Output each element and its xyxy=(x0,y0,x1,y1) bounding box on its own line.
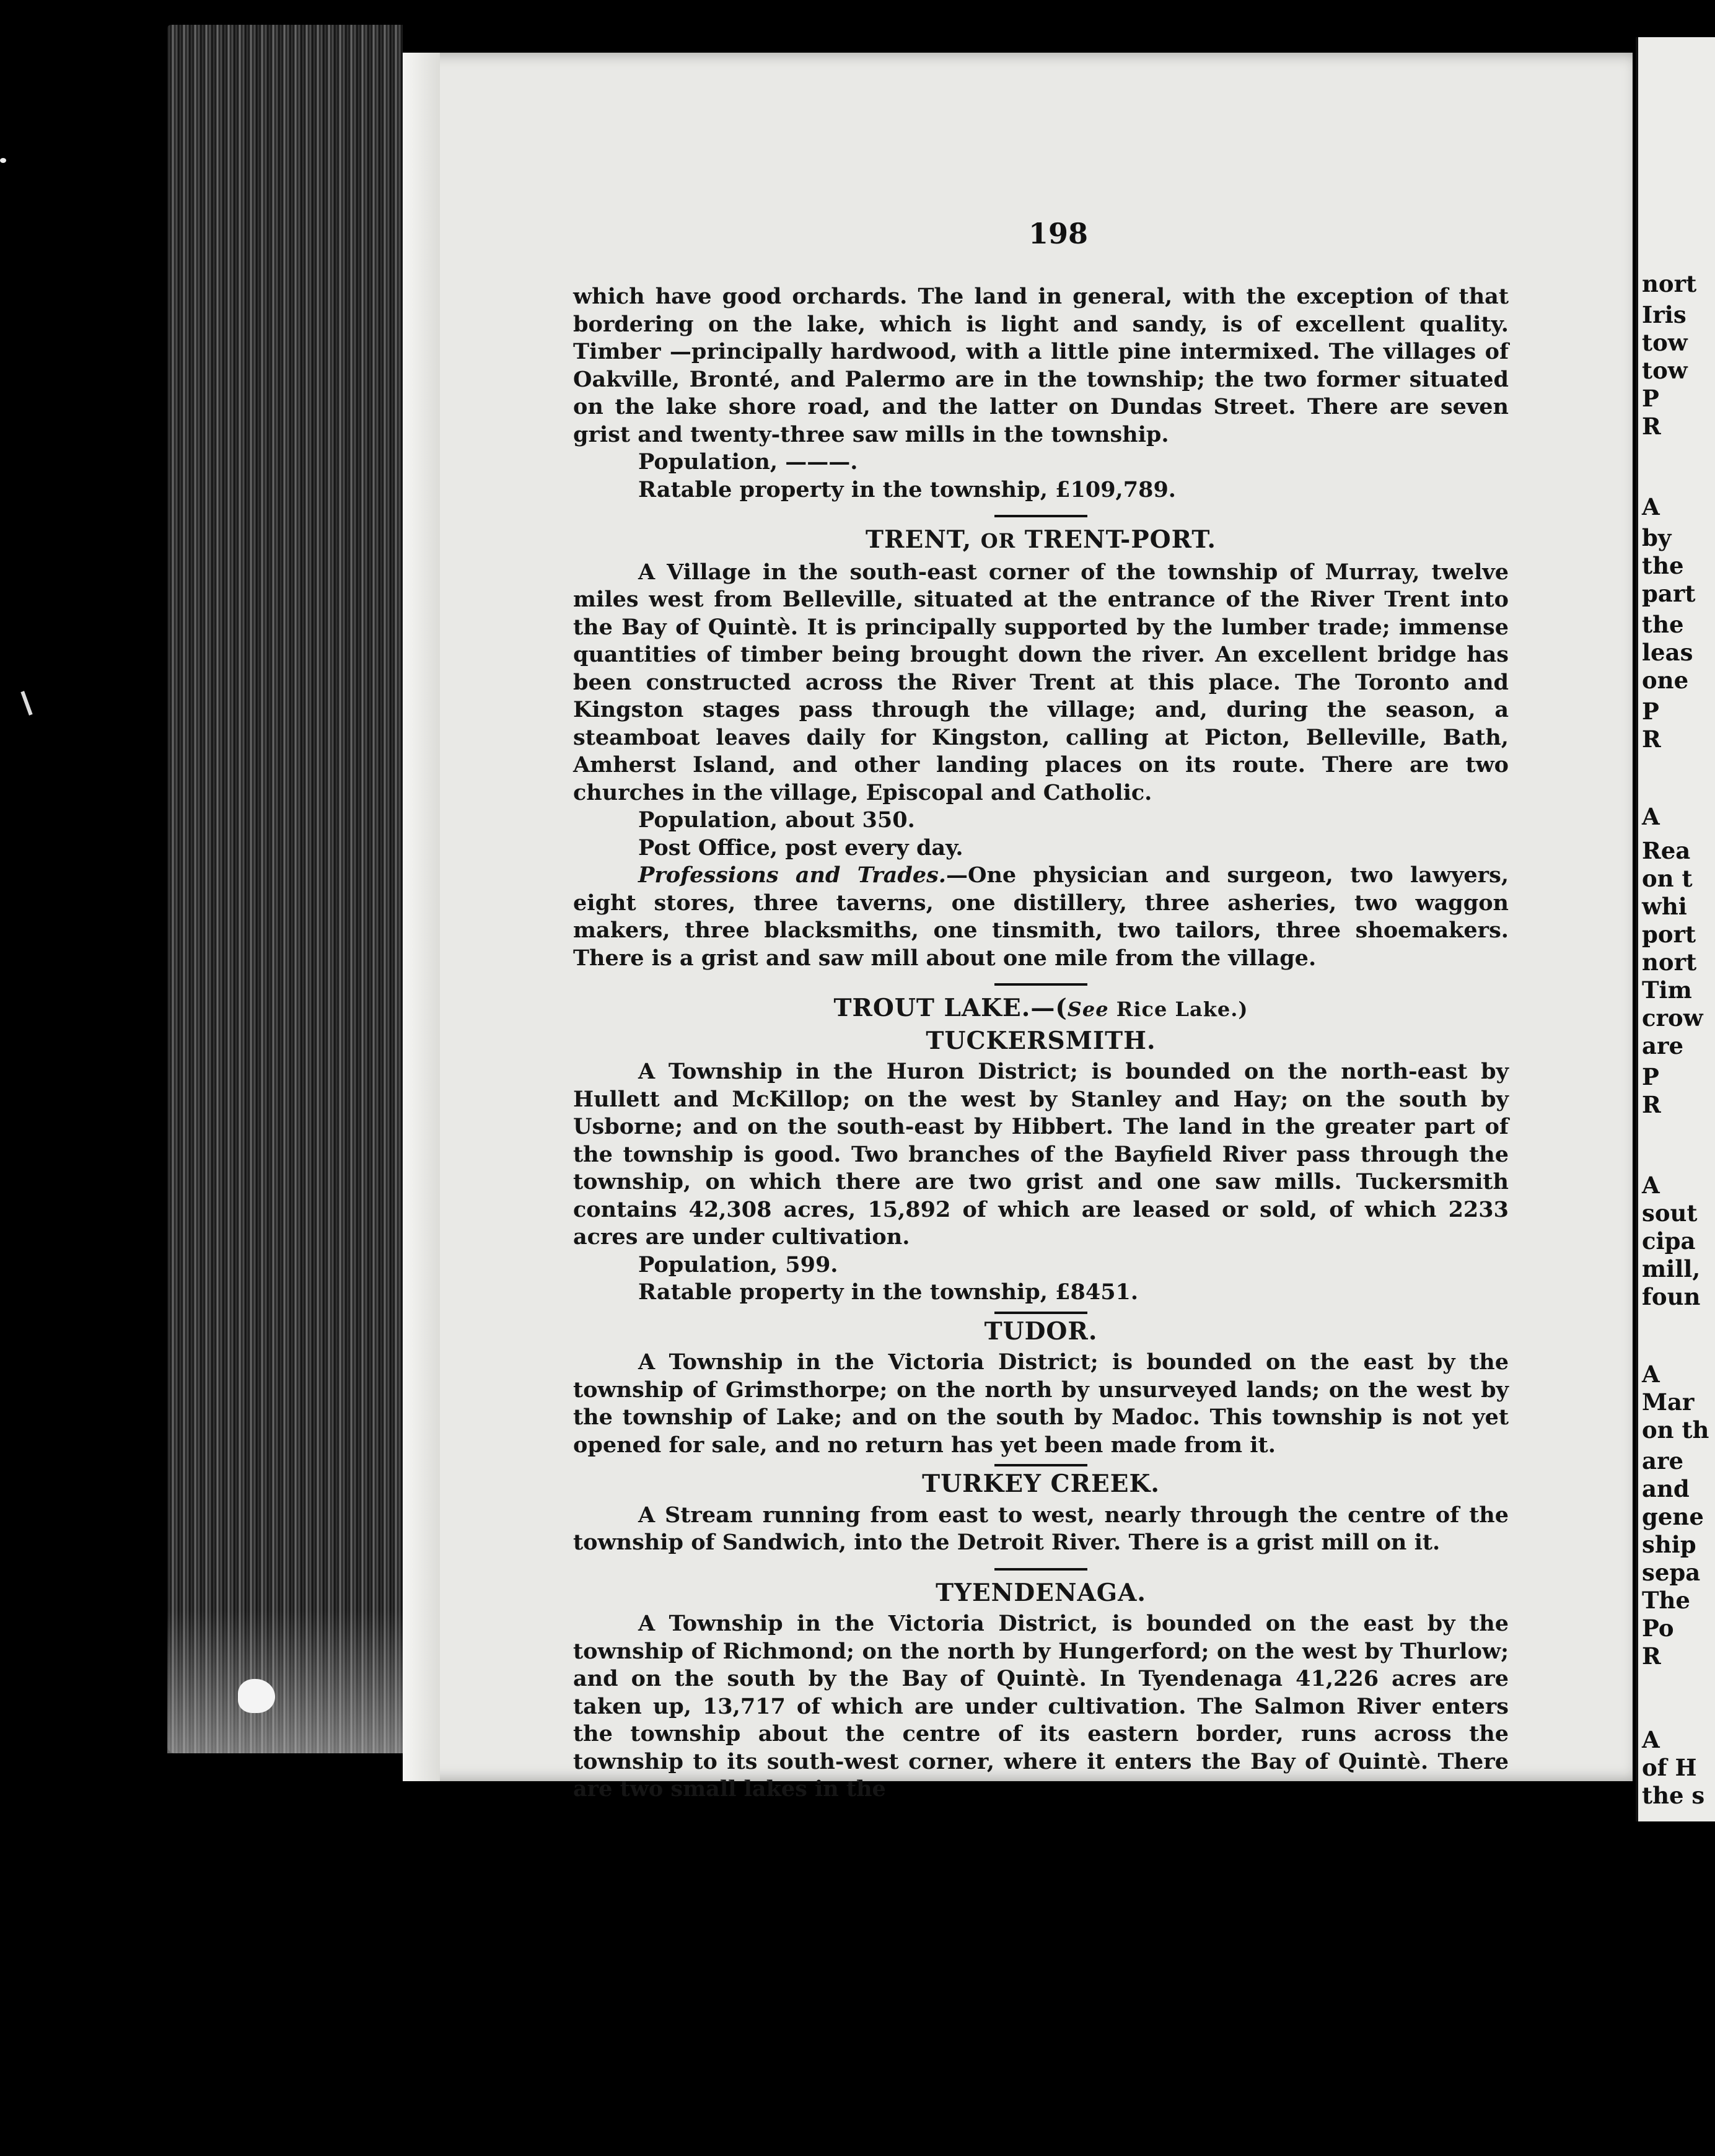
facing-page-fragment: the xyxy=(1642,611,1684,638)
entry-heading-trent xyxy=(573,526,1509,555)
facing-page-fragment: on t xyxy=(1642,865,1693,892)
facing-page-fragment: port xyxy=(1642,921,1696,948)
facing-page-fragment: A xyxy=(1642,1361,1660,1388)
trent-post-office: Post Office, post every day. xyxy=(638,835,963,861)
trent-paragraph: A Village in the south-east corner of the township of Murray, twelve miles west from Belleville, situated at the entrance of the River Trent into the Bay of Quintè. It is principally supported by the lumber trade; immense quantities of timber being brought down the river. An excellent bridge has been constructed across the River Trent at this place. The Toronto and Kingston stages pass through the village; and, during the season, a steamboat leaves daily for Kingston, calling at Picton, Belleville, Bath, Amherst Island, and other landing places on its route. There are two churches in the village, Episcopal and Catholic. xyxy=(573,559,1509,805)
facing-page-fragment: Iris xyxy=(1642,301,1686,328)
facing-page-fragment: nort xyxy=(1642,949,1697,976)
facing-page-fragment: crow xyxy=(1642,1004,1703,1032)
tudor-paragraph: A Township in the Victoria District; is bounded on the east by the township of Grimsthorpe; on the north by unsurveyed lands; on the west by the township of Lake; and on the south by Madoc. This township is not yet opened for sale, and no return has yet been made from it. xyxy=(573,1349,1509,1458)
facing-page-fragment: part xyxy=(1642,580,1696,607)
turkey-creek-paragraph: A Stream running from east to west, nearly through the centre of the township of Sandwich, into the Detroit River. There is a grist mill on it. xyxy=(573,1502,1509,1555)
facing-page-fragment: nort xyxy=(1642,270,1697,297)
heading-or: OR xyxy=(980,529,1016,553)
speck xyxy=(20,691,32,716)
heading-main: TROUT LAKE.—( xyxy=(833,994,1068,1022)
facing-page-fragment: The xyxy=(1642,1587,1690,1614)
tuckersmith-ratable: Ratable property in the township, £8451. xyxy=(638,1279,1139,1305)
facing-page-fragment: R xyxy=(1642,725,1661,753)
book-edge-highlight xyxy=(167,1611,409,1753)
divider-rule xyxy=(994,1568,1087,1571)
trent-trades xyxy=(573,862,1509,972)
facing-page-fragment: A xyxy=(1642,1726,1660,1753)
facing-page-fragment: are xyxy=(1642,1447,1684,1475)
facing-page-fragment: Tim xyxy=(1642,976,1692,1004)
facing-page-fragment: on th xyxy=(1642,1416,1709,1444)
facing-page-fragment: cipa xyxy=(1642,1227,1696,1255)
facing-page-fragment: P xyxy=(1642,1063,1659,1090)
facing-page-fragment: P xyxy=(1642,698,1659,725)
intro-population: Population, ———. xyxy=(638,449,858,475)
facing-page-fragment: foun xyxy=(1642,1283,1701,1310)
divider-rule xyxy=(994,1312,1087,1314)
facing-page-fragment: tow xyxy=(1642,357,1688,384)
heading-rest: TRENT-PORT. xyxy=(1015,525,1216,554)
book-edge xyxy=(167,25,403,1753)
page-gutter xyxy=(403,53,440,1781)
text-column xyxy=(573,283,1509,1803)
facing-page-fragment: Po xyxy=(1642,1615,1674,1642)
heading-see: See xyxy=(1067,997,1109,1021)
facing-page-fragment: whi xyxy=(1642,893,1687,920)
facing-page-fragment: R xyxy=(1642,1091,1661,1118)
heading-main: TRENT, xyxy=(866,525,981,554)
tuckersmith-population: Population, 599. xyxy=(638,1251,838,1277)
speck xyxy=(0,158,6,163)
divider-rule xyxy=(994,1464,1087,1466)
tuckersmith-paragraph: A Township in the Huron District; is bounded on the north-east by Hullett and McKillop; on the west by Stanley and Hay; on the south by Usborne; and on the south-east by Hibbert. The land in the greater part of the township is good. Two branches of the Bayfield River pass through the township, on which there are two grist and one saw mills. Tuckersmith contains 42,308 acres, 15,892 of which are leased or sold, of which 2233 acres are under cultivation. xyxy=(573,1059,1509,1250)
trent-population: Population, about 350. xyxy=(638,807,915,833)
tyendenaga-paragraph: A Township in the Victoria District, is bounded on the east by the township of Richmond; on the north by Hungerford; on the west by Thurlow; and on the south by the Bay of Quintè. In Tyendenaga 41,226 acres are taken up, 13,717 of which are under cultivation. The Salmon River enters the township about the centre of its eastern border, runs across the township to its south-west corner, where it enters the Bay of Quintè. There are two small lakes in the xyxy=(573,1611,1509,1802)
facing-page xyxy=(1636,37,1715,1821)
divider-rule xyxy=(994,515,1087,517)
facing-page-fragment: R xyxy=(1642,1642,1661,1670)
divider-rule xyxy=(994,983,1087,986)
facing-page-fragment: are xyxy=(1642,1032,1684,1059)
facing-page-fragment: tow xyxy=(1642,329,1688,356)
trades-label: Professions and Trades. xyxy=(638,862,946,888)
facing-page-fragment: mill, xyxy=(1642,1255,1701,1282)
entry-heading-tuckersmith: TUCKERSMITH. xyxy=(926,1026,1156,1055)
intro-ratable: Ratable property in the township, £109,789. xyxy=(638,476,1176,502)
facing-page-fragment: A xyxy=(1642,1172,1660,1199)
facing-page-fragment: and xyxy=(1642,1475,1690,1502)
entry-heading-trout-lake xyxy=(573,994,1509,1023)
heading-ref: Rice Lake.) xyxy=(1108,997,1248,1021)
page-number: 198 xyxy=(1029,217,1089,250)
facing-page-fragment: P xyxy=(1642,385,1659,412)
facing-page-fragment: sepa xyxy=(1642,1559,1701,1586)
facing-page-fragment: sout xyxy=(1642,1199,1698,1227)
facing-page-fragment: R xyxy=(1642,413,1661,440)
paper-stain xyxy=(238,1679,275,1713)
facing-page-fragment: A xyxy=(1642,803,1660,830)
facing-page-fragment: one xyxy=(1642,667,1689,694)
entry-heading-tudor: TUDOR. xyxy=(984,1317,1098,1346)
facing-page-fragment: of H xyxy=(1642,1754,1697,1781)
facing-page-fragment: leas xyxy=(1642,639,1693,666)
facing-page-fragment: ship xyxy=(1642,1531,1696,1558)
facing-page-fragment: Rea xyxy=(1642,837,1691,864)
facing-page-fragment: the s xyxy=(1642,1782,1705,1809)
trades-text: —One physician and surgeon, two lawyers, eight stores, three taverns, one distillery, three asheries, two waggon makers, three blacksmiths, one tinsmith, two tailors, three shoemakers. There is a grist and saw mill about one mile from the village. xyxy=(573,862,1509,971)
facing-page-fragment: by xyxy=(1642,524,1672,551)
entry-heading-tyendenaga: TYENDENAGA. xyxy=(936,1578,1146,1607)
intro-paragraph: which have good orchards. The land in general, with the exception of that bordering on the lake, which is light and sandy, is of excellent quality. Timber —principally hardwood, with a little pine intermixed. The villages of Oakville, Bronté, and Palermo are in the township; the two former situated on the lake shore road, and the latter on Dundas Street. There are seven grist and twenty-three saw mills in the township. xyxy=(573,284,1509,447)
facing-page-fragment: Mar xyxy=(1642,1388,1695,1416)
entry-heading-turkey-creek: TURKEY CREEK. xyxy=(922,1470,1160,1498)
facing-page-fragment: gene xyxy=(1642,1503,1704,1530)
facing-page-fragment: the xyxy=(1642,552,1684,579)
facing-page-fragment: A xyxy=(1642,493,1660,520)
